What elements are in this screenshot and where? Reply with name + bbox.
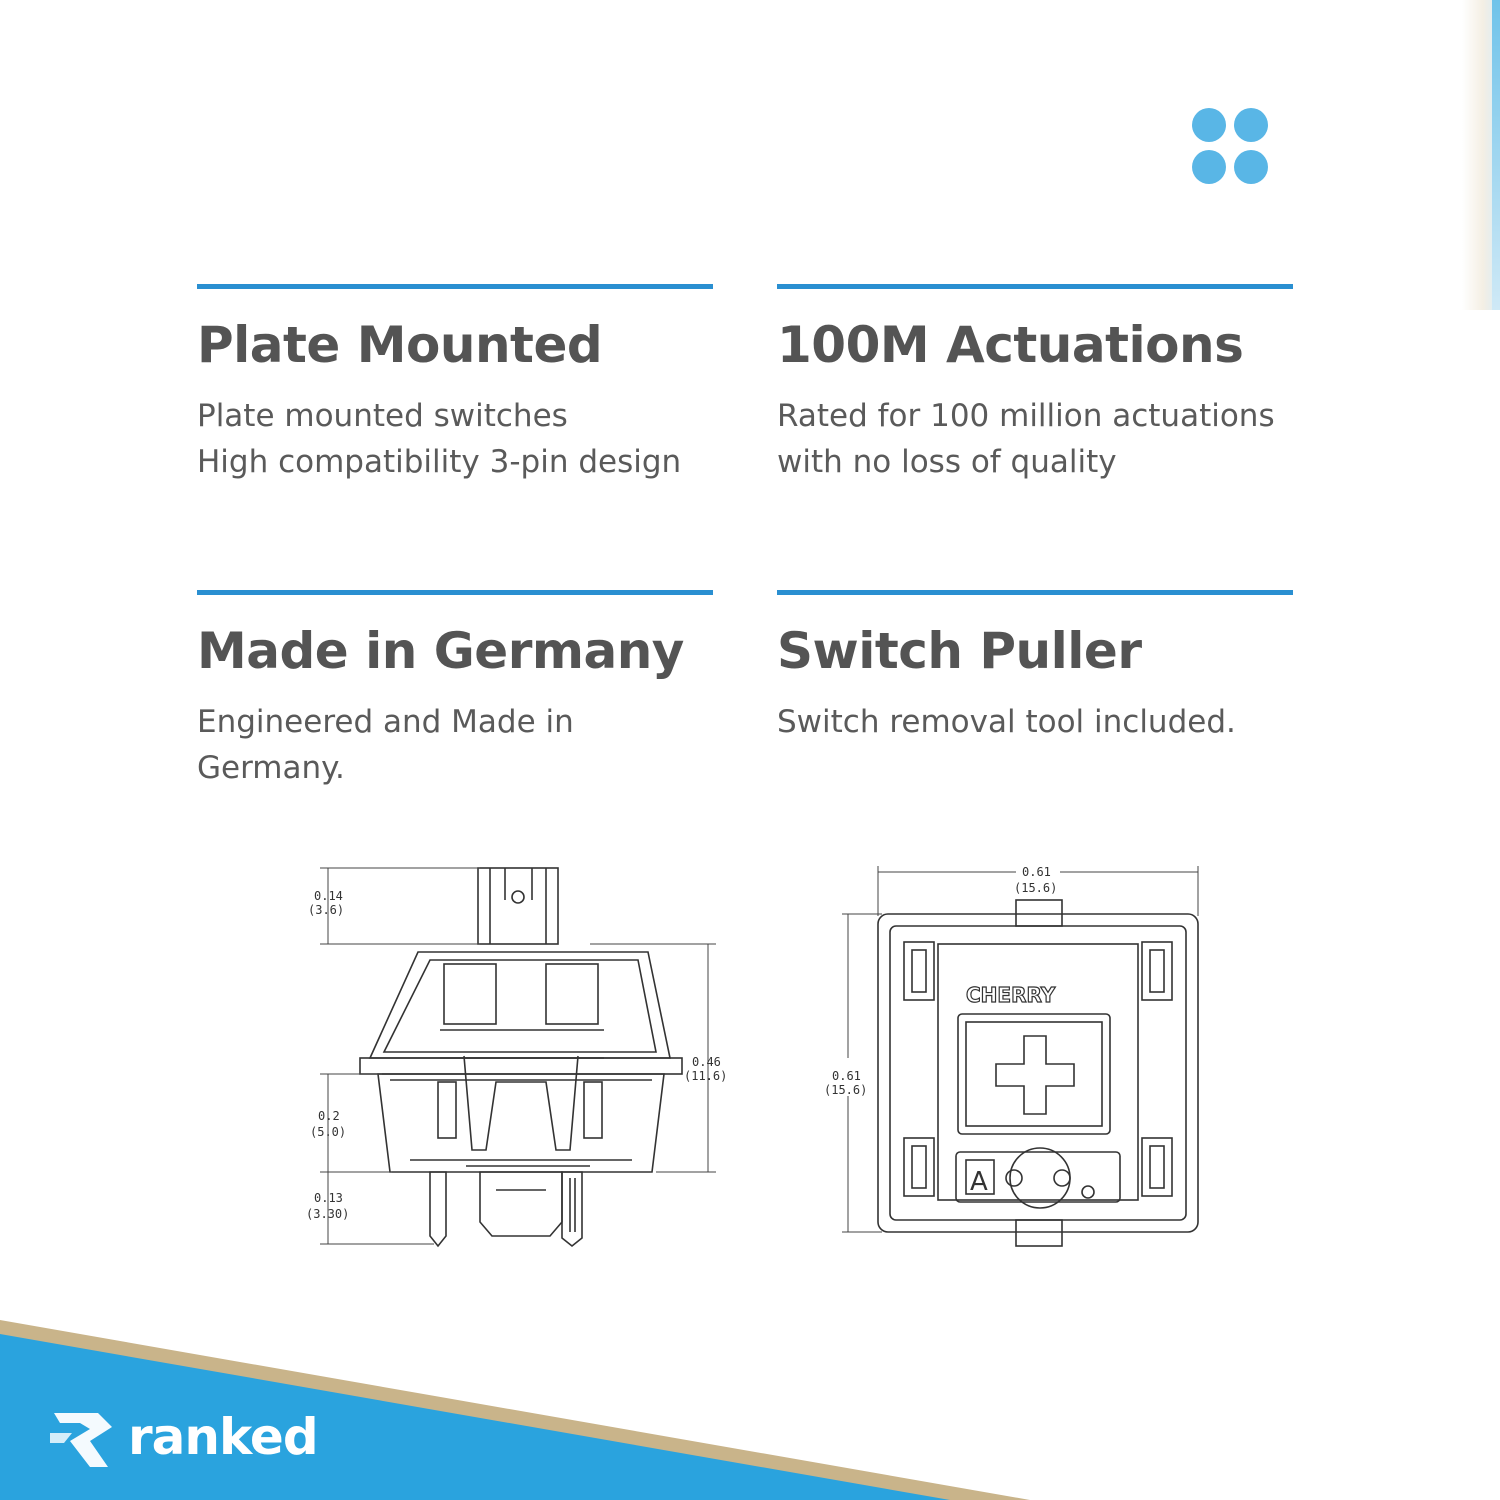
feature-line: Engineered and Made in: [197, 704, 574, 740]
dim-height-value: 0.61: [832, 1069, 861, 1083]
dim-top-metric: (3.6): [308, 903, 345, 917]
dim-top-value: 0.14: [314, 889, 343, 903]
feature-line: Switch removal tool included.: [777, 704, 1236, 740]
feature-line: High compatibility 3-pin design: [197, 444, 682, 480]
dim-height-metric: (15.6): [824, 1083, 868, 1097]
feature-title: Switch Puller: [777, 622, 1142, 680]
dim-pins-metric: (3.30): [306, 1207, 350, 1221]
ranked-wordmark: ranked: [128, 1408, 318, 1466]
ranked-logo-icon: [50, 1405, 120, 1469]
feature-title: Plate Mounted: [197, 316, 603, 374]
dim-body-value: 0.46: [692, 1055, 721, 1069]
feature-title: Made in Germany: [197, 622, 684, 680]
dim-mid-value: 0.2: [318, 1109, 340, 1123]
feature-title: 100M Actuations: [777, 316, 1244, 374]
dim-width-metric: (15.6): [1014, 881, 1058, 895]
feature-line: Germany.: [197, 750, 345, 786]
dim-body-metric: (11.6): [684, 1069, 728, 1083]
dim-width-value: 0.61: [1022, 865, 1051, 879]
dim-pins-value: 0.13: [314, 1191, 343, 1205]
ranked-logo: [50, 1402, 318, 1472]
feature-line: with no loss of quality: [777, 444, 1117, 480]
feature-line: Rated for 100 million actuations: [777, 398, 1275, 434]
feature-line: Plate mounted switches: [197, 398, 568, 434]
cherry-brand-mark: CHERRY: [966, 983, 1056, 1007]
led-label: A: [970, 1167, 988, 1197]
dim-mid-metric: (5.0): [310, 1125, 347, 1139]
